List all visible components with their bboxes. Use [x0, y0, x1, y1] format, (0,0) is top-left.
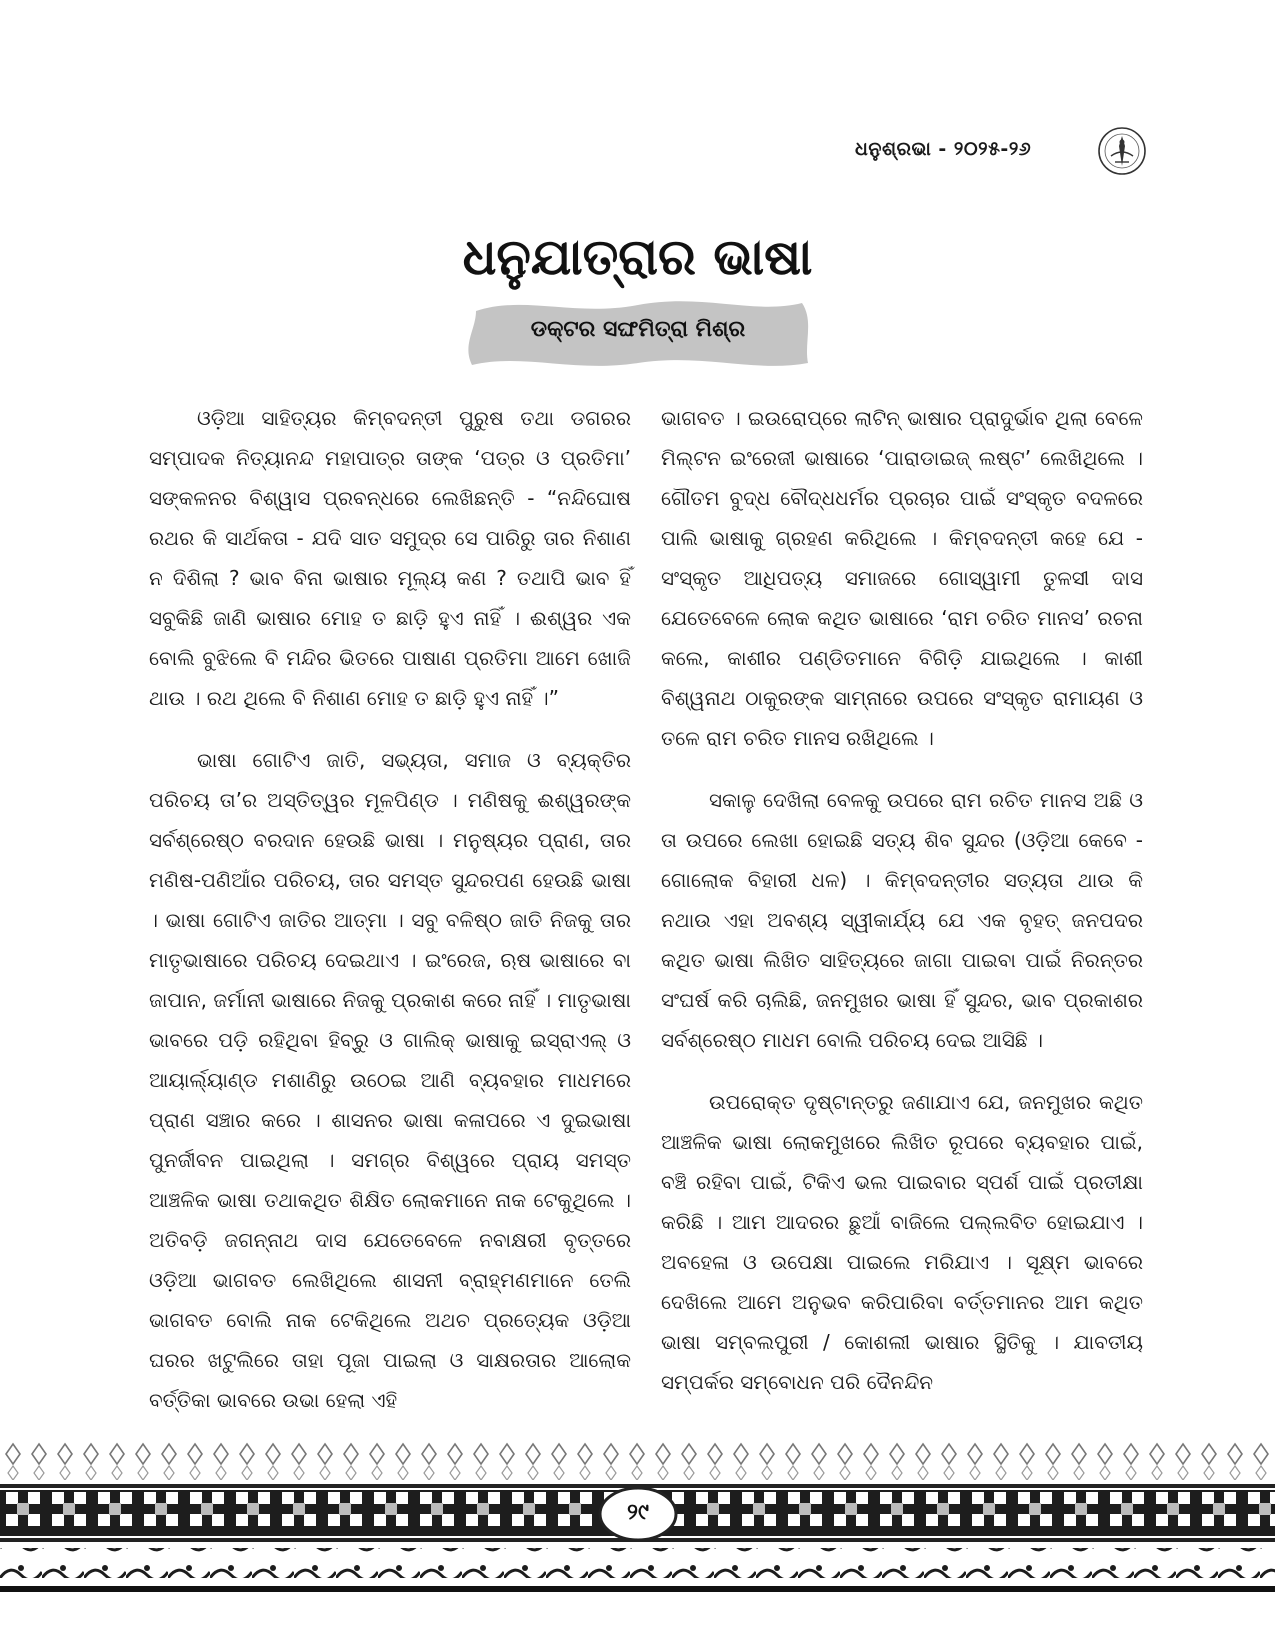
paragraph: ଓଡ଼ିଆ ସାହିତ୍ୟର କିମ୍ବଦନ୍ତୀ ପୁରୁଷ ତଥା ଡଗରର ସମ୍ପାଦକ ନିତ୍ୟାନନ୍ଦ ମହାପାତ୍ର ତାଙ୍କ ‘ପତ୍ର ଓ ପ୍ରତିମା’ ସଙ୍କଳନର ବିଶ୍ୱାସ ପ୍ରବନ୍ଧରେ ଲେଖିଛନ୍ତି - “ନନ୍ଦିଘୋଷ ରଥର କି ସାର୍ଥକତା - ଯଦି ସାତ ସମୁଦ୍ର ସେ ପାରିରୁ ତାର ନିଶାଣ ନ ଦିଶିଲା ? ଭାବ ବିନା ଭାଷାର ମୂଲ୍ୟ କଣ ? ତଥାପି ଭାବ ହିଁ ସବୁକିଛି ଜାଣି ଭାଷାର ମୋହ ତ ଛାଡ଼ି ହୁଏ ନାହିଁ । ଈଶ୍ୱର ଏକ ବୋଲି ବୁଝିଲେ ବି ମନ୍ଦିର ଭିତରେ ପାଷାଣ ପ୍ରତିମା ଆମେ ଖୋଜି ଥାଉ । ରଥ ଥିଲେ ବି ନିଶାଣ ମୋହ ତ ଛାଡ଼ି ହୁଏ ନାହିଁ ।” [149, 406, 631, 710]
page-number: ୨୯ [627, 1500, 649, 1525]
header-label: ଧନୁଶ୍ରଭା - ୨୦୨୫-୨୬ [855, 138, 1032, 160]
article-title: ଧନୁଯାତ୍ରାର ଭାଷା [462, 228, 813, 286]
left-column [149, 398, 631, 1442]
paragraph: ଭାଷା ଗୋଟିଏ ଜାତି, ସଭ୍ୟତା, ସମାଜ ଓ ବ୍ୟକ୍ତିର ପରିଚୟ ତା’ର ଅସ୍ତିତ୍ୱର ମୂଳପିଣ୍ଡ । ମଣିଷକୁ ଈଶ୍ୱରଙ୍କ ସର୍ବଶ୍ରେଷ୍ଠ ବରଦାନ ହେଉଛି ଭାଷା । ମନୁଷ୍ୟର ପ୍ରାଣ, ତାର ମଣିଷ-ପଣିଆଁର ପରିଚୟ, ତାର ସମସ୍ତ ସୁନ୍ଦରପଣ ହେଉଛି ଭାଷା । ଭାଷା ଗୋଟିଏ ଜାତିର ଆତ୍ମା । ସବୁ ବଳିଷ୍ଠ ଜାତି ନିଜକୁ ତାର ମାତୃଭାଷାରେ ପରିଚୟ ଦେଇଥାଏ । ଇଂରେଜ, ଋଷ ଭାଷାରେ ବା ଜାପାନ, ଜର୍ମାନୀ ଭାଷାରେ ନିଜକୁ ପ୍ରକାଶ କରେ ନାହିଁ । ମାତୃଭାଷା ଭାବରେ ପଡ଼ି ରହିଥିବା ହିବ୍ରୁ ଓ ଗାଲିକ୍ ଭାଷାକୁ ଇସ୍ରାଏଲ୍ ଓ ଆୟାର୍ଲ୍ୟାଣ୍ଡ ମଶାଣିରୁ ଉଠେଇ ଆଣି ବ୍ୟବହାର ମାଧମରେ ପ୍ରାଣ ସଞ୍ଚାର କରେ । ଶାସନର ଭାଷା କଳାପରେ ଏ ଦୁଇଭାଷା ପୁନର୍ଜୀବନ ପାଇଥିଲା । ସମଗ୍ର ବିଶ୍ୱରେ ପ୍ରାୟ ସମସ୍ତ ଆଞ୍ଚଳିକ ଭାଷା ତଥାକଥିତ ଶିକ୍ଷିତ ଲୋକମାନେ ନାକ ଟେକୁଥିଲେ । ଅତିବଡ଼ି ଜଗନ୍ନାଥ ଦାସ ଯେତେବେଳେ ନବାକ୍ଷରୀ ବୃତ୍ତରେ ଓଡ଼ିଆ ଭାଗବତ ଲେଖିଥିଲେ ଶାସନୀ ବ୍ରାହ୍ମଣମାନେ ତେଲି ଭାଗବତ ବୋଲି ନାକ ଟେକିଥିଲେ ଅଥଚ ପ୍ରତ୍ୟେକ ଓଡ଼ିଆ ଘରର ଖଟୁଲିରେ ତାହା ପୂଜା ପାଇଲା ଓ ସାକ୍ଷରତାର ଆଲୋକ ବର୍ତ୍ତିକା ଭାବରେ ଉଭା ହେଲା ଏହି [149, 748, 631, 1412]
paragraph: ଭାଗବତ । ଇଉରୋପ୍‌ରେ ଲାଟିନ୍ ଭାଷାର ପ୍ରାଦୁର୍ଭାବ ଥିଲା ବେଳେ ମିଲ୍‌ଟନ ଇଂରେଜୀ ଭାଷାରେ ‘ପାରାଡାଇଜ୍ ଲଷ୍ଟ’ ଲେଖିଥିଲେ । ଗୌତମ ବୁଦ୍ଧ ବୌଦ୍ଧଧର୍ମର ପ୍ରଚାର ପାଇଁ ସଂସ୍କୃତ ବଦଳରେ ପାଲି ଭାଷାକୁ ଗ୍ରହଣ କରିଥିଲେ । କିମ୍ବଦନ୍ତୀ କହେ ଯେ - ସଂସ୍କୃତ ଆଧିପତ୍ୟ ସମାଜରେ ଗୋସ୍ୱାମୀ ତୁଳସୀ ଦାସ ଯେତେବେଳେ ଲୋକ କଥିତ ଭାଷାରେ ‘ରାମ ଚରିତ ମାନସ’ ରଚନା କଲେ, କାଶୀର ପଣ୍ଡିତମାନେ ବିଗିଡ଼ି ଯାଇଥିଲେ । କାଶୀ ବିଶ୍ୱନାଥ ଠାକୁରଙ୍କ ସାମ୍ନାରେ ଉପରେ ସଂସ୍କୃତ ରାମାୟଣ ଓ ତଳେ ରାମ ଚରିତ ମାନସ ରଖିଥିଲେ । [661, 406, 1143, 750]
author-banner [464, 295, 812, 371]
paragraph: ଉପରୋକ୍ତ ଦୃଷ୍ଟାନ୍ତରୁ ଜଣାଯାଏ ଯେ, ଜନମୁଖର କଥିତ ଆଞ୍ଚଳିକ ଭାଷା ଲୋକମୁଖରେ ଲିଖିତ ରୂପରେ ବ୍ୟବହାର ପାଇଁ, ବଞ୍ଚି ରହିବା ପାଇଁ, ଟିକିଏ ଭଲ ପାଇବାର ସ୍ପର୍ଶ ପାଇଁ ପ୍ରତୀକ୍ଷା କରିଛି । ଆମ ଆଦରର ଛୁଆଁ ବାଜିଲେ ପଲ୍ଲବିତ ହୋଇଯାଏ । ଅବହେଳା ଓ ଉପେକ୍ଷା ପାଇଲେ ମରିଯାଏ । ସୂକ୍ଷ୍ମ ଭାବରେ ଦେଖିଲେ ଆମେ ଅନୁଭବ କରିପାରିବା ବର୍ତ୍ତମାନର ଆମ କଥିତ ଭାଷା ସମ୍ବଲପୁରୀ / କୋଶଲୀ ଭାଷାର ସ୍ଥିତିକୁ । ଯାବତୀୟ ସମ୍ପର୍କର ସମ୍ବୋଧନ ପରି ଦୈନନ୍ଦିନ [661, 1090, 1143, 1394]
author-name: ଡକ୍ଟର ସଙ୍ଘମିତ୍ରା ମିଶ୍ର [530, 317, 746, 342]
right-column [661, 398, 1143, 1424]
paragraph: ସକାଳୁ ଦେଖିଲା ବେଳକୁ ଉପରେ ରାମ ରଚିତ ମାନସ ଅଛି ଓ ତା ଉପରେ ଲେଖା ହୋଇଛି ସତ୍ୟ ଶିବ ସୁନ୍ଦର (ଓଡ଼ିଆ କେବେ - ଗୋଲୋକ ବିହାରୀ ଧଳ) । କିମ୍ବଦନ୍ତୀର ସତ୍ୟତା ଥାଉ କି ନଥାଉ ଏହା ଅବଶ୍ୟ ସ୍ୱୀକାର୍ଯ୍ୟ ଯେ ଏକ ବୃହତ୍ ଜନପଦର କଥିତ ଭାଷା ଲିଖିତ ସାହିତ୍ୟରେ ଜାଗା ପାଇବା ପାଇଁ ନିରନ୍ତର ସଂଘର୍ଷ କରି ଚାଲିଛି, ଜନମୁଖର ଭାଷା ହିଁ ସୁନ୍ଦର, ଭାବ ପ୍ରକାଶର ସର୍ବଶ୍ରେଷ୍ଠ ମାଧମ ବୋଲି ପରିଚୟ ଦେଇ ଆସିଛି । [661, 788, 1143, 1052]
ikat-pattern-border-icon [0, 1440, 1275, 1650]
seal-emblem-icon [1097, 126, 1147, 176]
